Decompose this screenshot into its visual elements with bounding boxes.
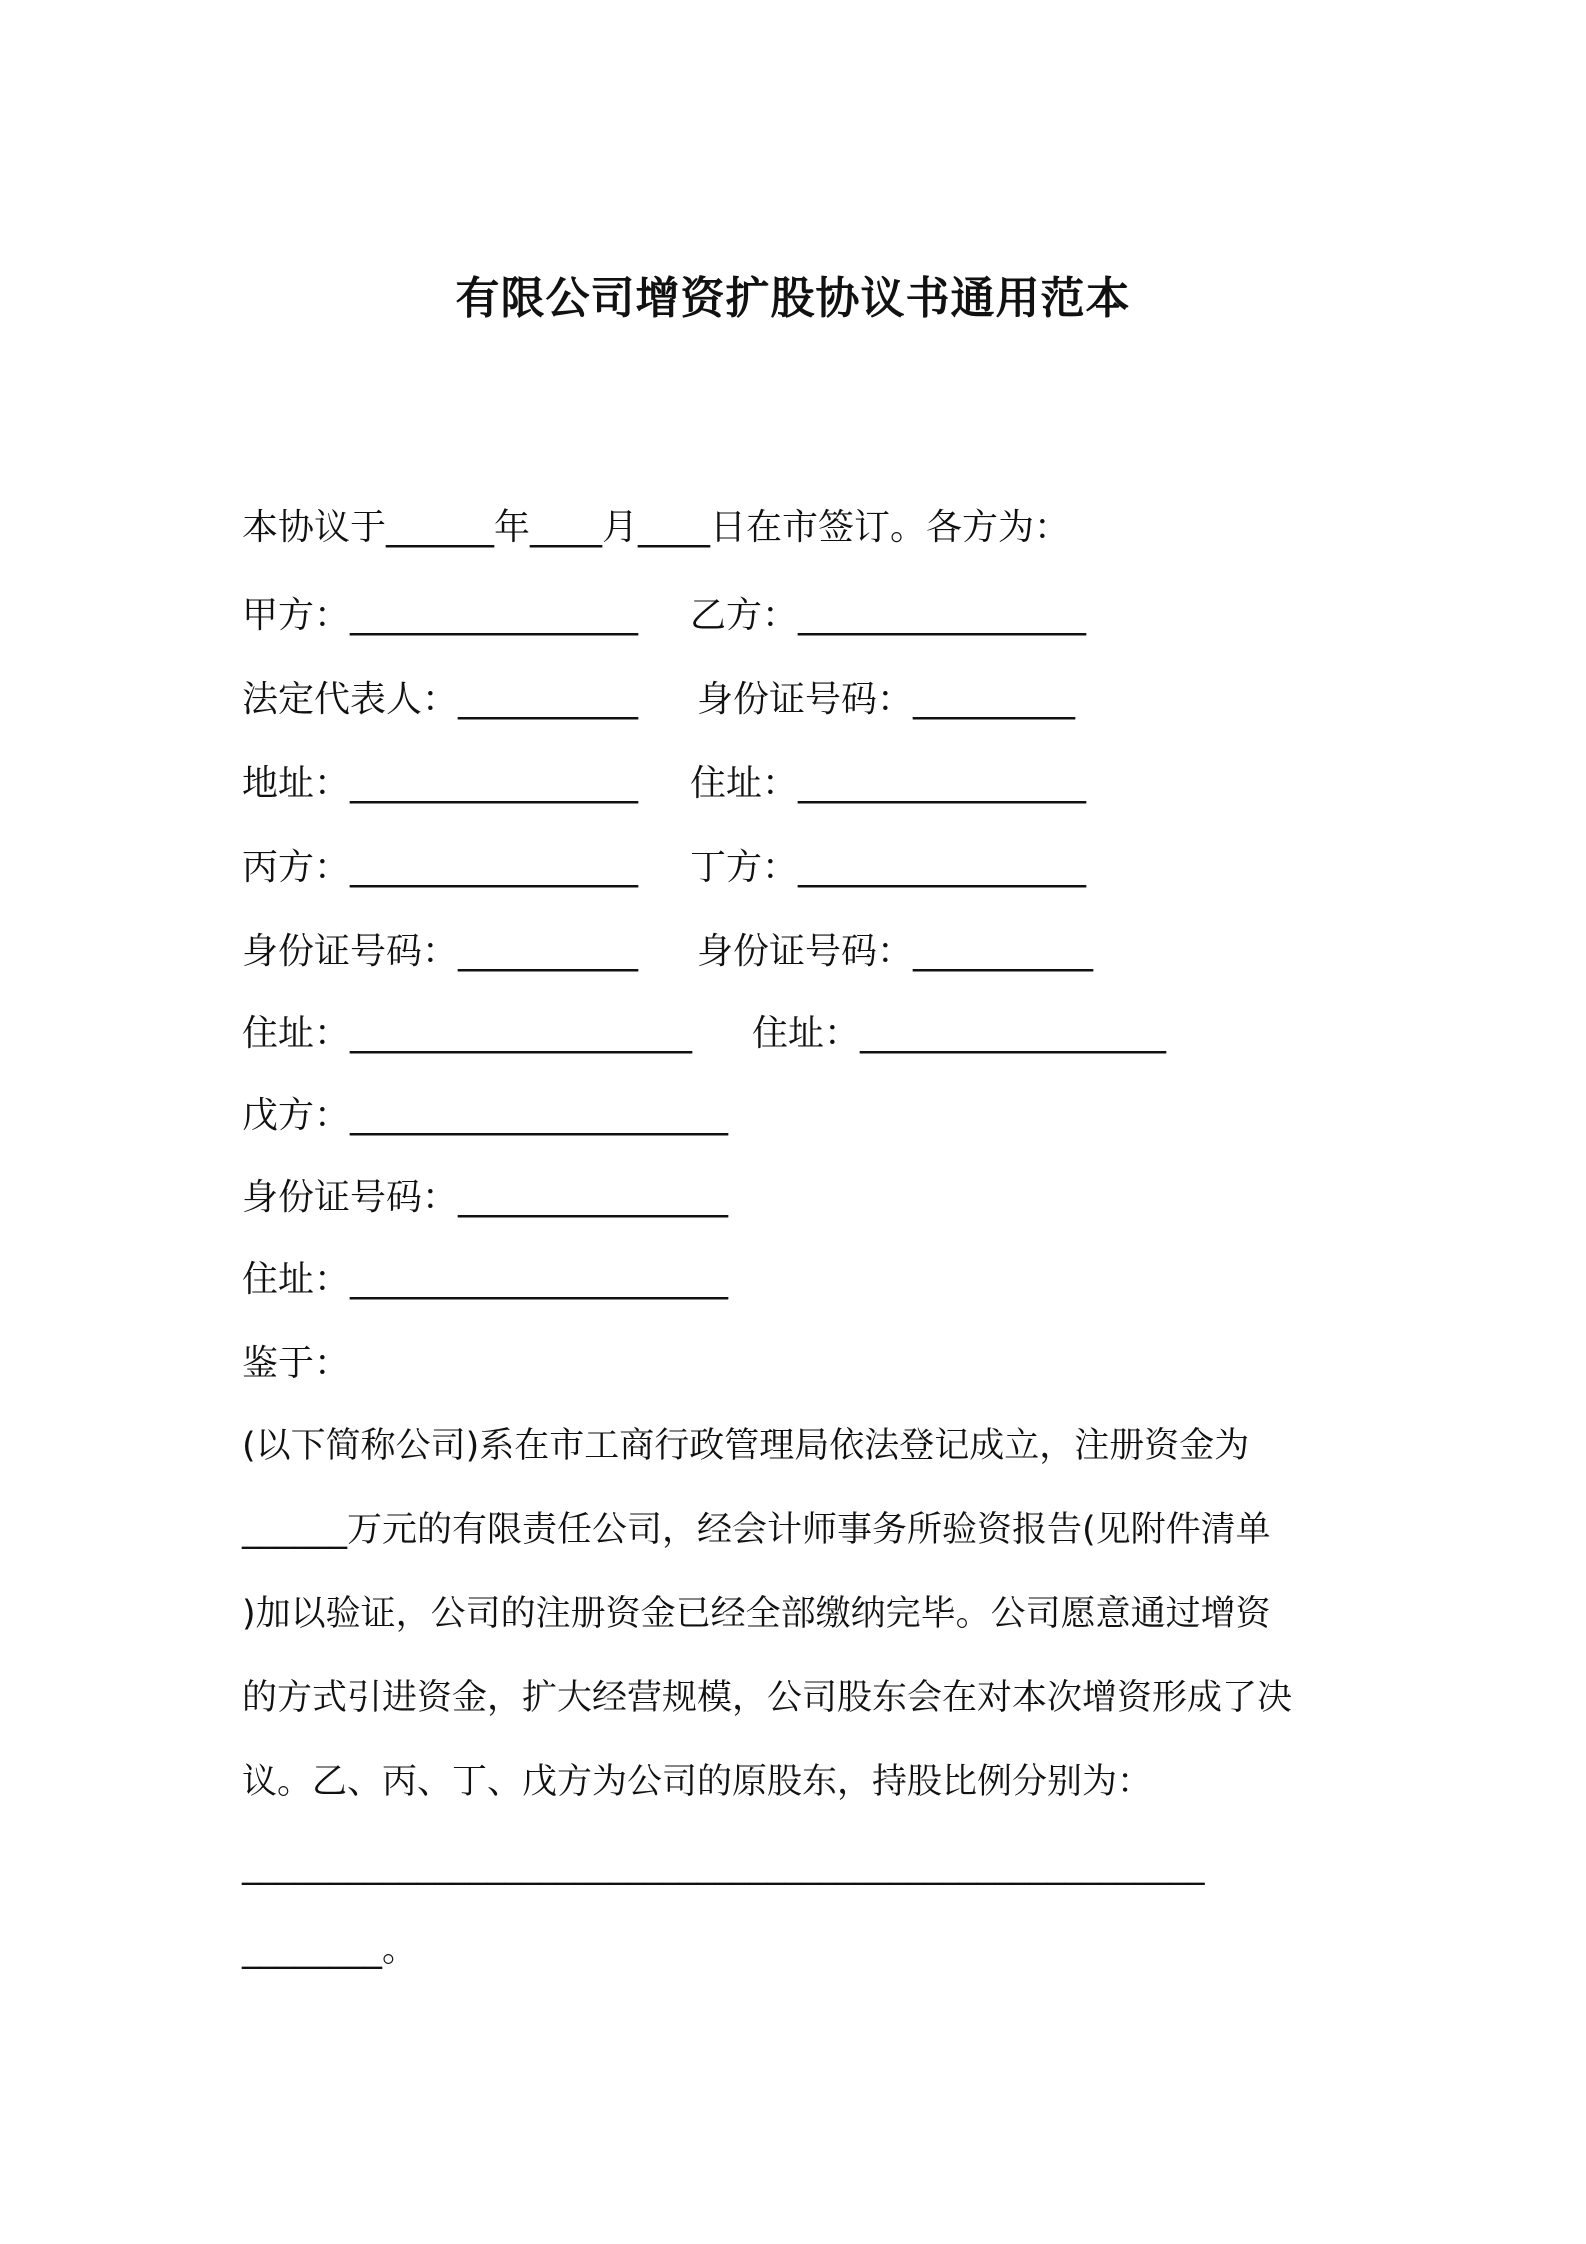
page-title: 有限公司增资扩股协议书通用范本 [455, 273, 1131, 324]
paragraph-line: _______________________________________________________ [242, 1846, 1205, 1886]
party-a-field: 甲方：________________ [242, 595, 639, 636]
party-e-id-field: 身份证号码：_______________ [242, 1177, 729, 1218]
party-c-field: 丙方：________________ [242, 847, 639, 888]
party-d-field: 丁方：________________ [690, 847, 1087, 888]
party-a-address-field: 地址：________________ [242, 763, 639, 804]
paragraph-line: ______万元的有限责任公司，经会计师事务所验资报告(见附件清单 [242, 1510, 1271, 1550]
paragraph-line: 的方式引进资金，扩大经营规模，公司股东会在对本次增资形成了决 [242, 1678, 1293, 1718]
paragraph-line: (以下简称公司)系在市工商行政管理局依法登记成立，注册资金为 [242, 1426, 1250, 1466]
party-c-address-field: 住址：___________________ [242, 1013, 693, 1054]
party-e-address-field: 住址：_____________________ [242, 1259, 729, 1300]
party-b-id-field: 身份证号码：_________ [697, 679, 1076, 720]
party-d-address-field: 住址：_________________ [752, 1013, 1167, 1054]
party-b-field: 乙方：________________ [690, 595, 1087, 636]
party-b-address-field: 住址：________________ [690, 763, 1087, 804]
whereas-label: 鉴于： [242, 1343, 351, 1384]
paragraph-line: ________。 [242, 1930, 418, 1970]
agreement-intro: 本协议于______年____月____日在市签订。各方为： [242, 507, 1071, 548]
paragraph-line: 议。乙、丙、丁、戊方为公司的原股东，持股比例分别为： [242, 1762, 1153, 1802]
party-c-id-field: 身份证号码：__________ [242, 931, 639, 972]
party-d-id-field: 身份证号码：__________ [697, 931, 1094, 972]
paragraph-line: )加以验证，公司的注册资金已经全部缴纳完毕。公司愿意通过增资 [242, 1594, 1271, 1634]
party-e-field: 戊方：_____________________ [242, 1095, 729, 1136]
legal-representative-field: 法定代表人：__________ [242, 679, 639, 720]
